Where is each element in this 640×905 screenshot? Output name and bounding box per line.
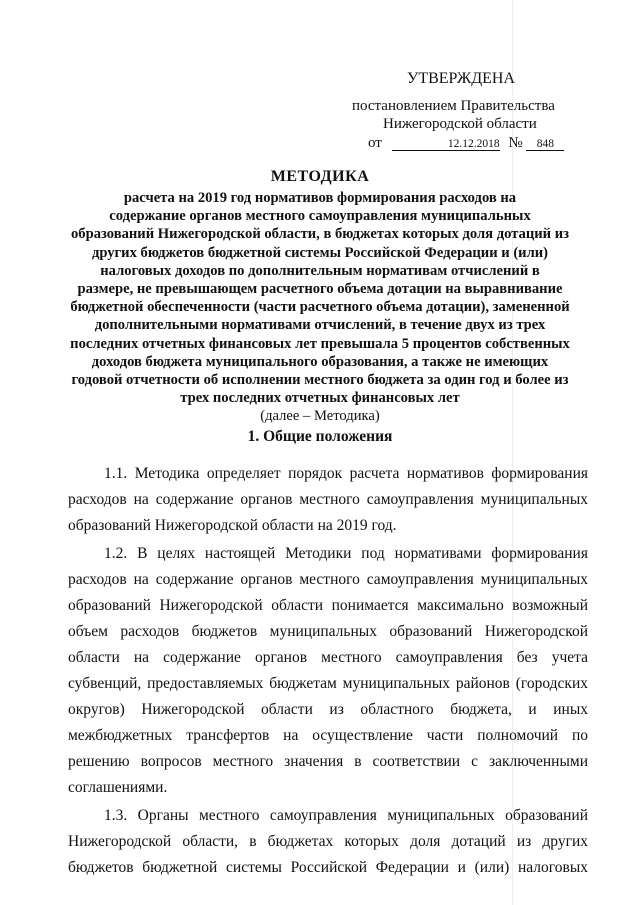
- description-line: дополнительными нормативами отчислений, в течение двух из трех: [94, 317, 546, 334]
- approval-region: Нижегородской области: [383, 116, 537, 132]
- number-prefix: №: [508, 135, 523, 151]
- description-line: образований Нижегородской области, в бюджетах которых доля дотаций из: [71, 226, 569, 243]
- approval-date: 12.12.2018: [392, 138, 500, 151]
- approval-by-line: постановлением Правительства: [352, 98, 555, 114]
- paragraph-3: 1.3. Органы местного самоуправления муниципальных образований Нижегородской области, в бюджетах которых доля дотаций из других бюджетов бюджетной системы Российской Федерации и (или) налоговых: [68, 807, 588, 876]
- description-line: расчета на 2019 год нормативов формирования расходов на: [123, 190, 517, 206]
- section-heading: 1. Общие положения: [247, 428, 393, 445]
- paragraph-2: 1.2. В целях настоящей Методики под нормативами формирования расходов на содержание органов местного самоуправления муниципальных образований Нижегородской области понимается максимально возможный объем расходов бюджетов муниципальных образований Нижегородской области на содержание органов местного самоуправления без учета субвенций, предоставляемых бюджетам муниципальных районов (городских округов) Нижегородской области из областного бюджета, и иных межбюджетных трансфертов на осуществление части полномочий по решению вопросов местного значения в соответствии с заключенными соглашениями.: [68, 545, 588, 796]
- approval-number: 848: [526, 138, 564, 151]
- description-line: годовой отчетности об исполнении местного бюджета за один год и более из: [71, 372, 569, 389]
- description-line: содержание органов местного самоуправления муниципальных: [109, 208, 531, 225]
- approval-title: УТВЕРЖДЕНА: [407, 70, 516, 87]
- document-title-block: [62, 168, 578, 425]
- paragraph-1: 1.1. Методика определяет порядок расчета нормативов формирования расходов на содержание органов местного самоуправления муниципальных образований Нижегородской области на 2019 год.: [68, 465, 588, 534]
- description-line: последних отчетных финансовых лет превышала 5 процентов собственных: [70, 335, 570, 352]
- approval-date-row: [368, 135, 564, 152]
- document-note: (далее – Методика): [260, 408, 380, 425]
- description-line: налоговых доходов по дополнительным нормативам отчислений в: [100, 262, 540, 279]
- description-line: доходов бюджета муниципального образования, а также не имеющих: [91, 353, 549, 370]
- document-description: [62, 189, 578, 407]
- date-prefix: от: [368, 135, 382, 151]
- description-line: бюджетной обеспеченности (части расчетного объема дотации), замененной: [70, 299, 570, 316]
- document-title: МЕТОДИКА: [270, 168, 370, 185]
- description-line: размере, не превышающем расчетного объема дотации на выравнивание: [77, 281, 563, 298]
- description-line: трех последних отчетных финансовых лет: [180, 390, 460, 407]
- description-line: других бюджетов бюджетной системы Российской Федерации и (или): [91, 244, 549, 261]
- body-text: [68, 461, 588, 883]
